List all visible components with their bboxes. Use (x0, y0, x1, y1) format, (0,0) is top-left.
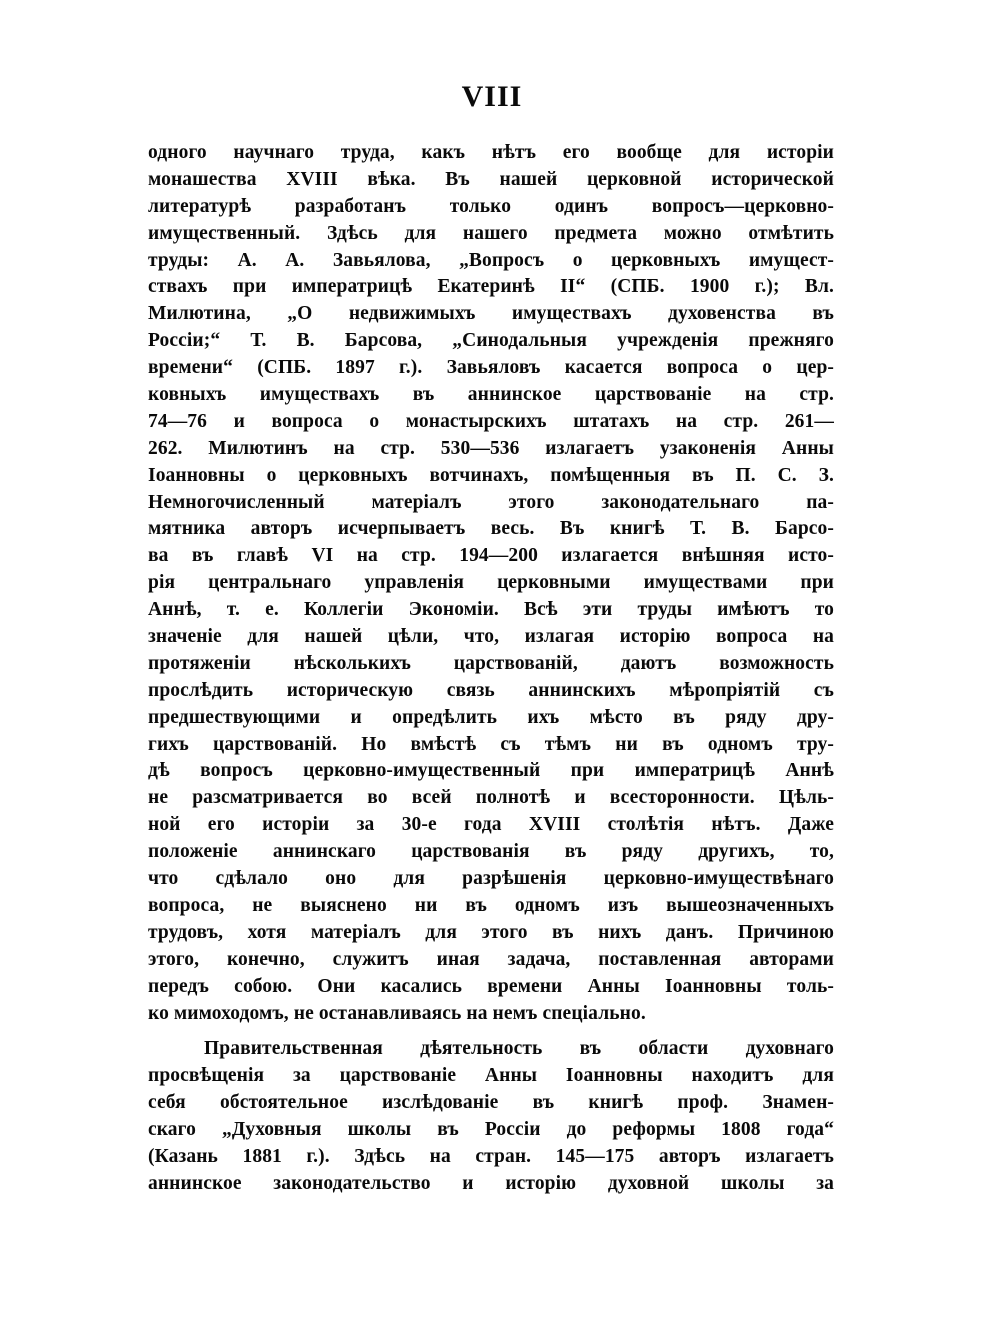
text-line: протяженіи нѣсколькихъ царствованій, даютъ возможность (148, 652, 834, 674)
text-line: аннинское законодательство и исторію духовной школы за (148, 1172, 834, 1194)
text-line: не разсматривается во всей полнотѣ и всесторонности. Цѣль- (148, 787, 834, 809)
paragraph-gap (148, 1027, 834, 1036)
text-line: мятника авторъ исчерпываетъ весь. Въ книгѣ Т. В. Барсо- (148, 518, 834, 540)
page-number: VIII (461, 80, 523, 113)
text-line: Правительственная дѣятельность въ области духовнаго (204, 1038, 834, 1060)
text-line: монашества XVIII вѣка. Въ нашей церковной исторической (148, 168, 834, 190)
text-line: скаго „Духовныя школы въ Россіи до реформы 1808 года“ (148, 1119, 834, 1141)
text-line: просвѣщенія за царствованіе Анны Іоанновны находитъ для (148, 1065, 834, 1087)
text-line: Аннѣ, т. е. Коллегіи Экономіи. Всѣ эти труды имѣютъ то (148, 599, 834, 621)
text-line: трудовъ, хотя матеріалъ для этого въ нихъ данъ. Причиною (148, 921, 834, 943)
paragraph (148, 140, 834, 1027)
text-line: ко мимоходомъ, не останавливаясь на немъ спеціально. (148, 1002, 646, 1024)
text-line: Милютина, „О недвижимыхъ имуществахъ духовенства въ (148, 303, 834, 325)
text-line: 74—76 и вопроса о монастырскихъ штатахъ на стр. 261— (148, 410, 834, 432)
text-line: значеніе для нашей цѣли, что, излагая исторію вопроса на (148, 626, 834, 648)
text-line: 262. Милютинъ на стр. 530—536 излагаетъ узаконенія Анны (148, 437, 834, 459)
text-line: ковныхъ имуществахъ въ аннинское царствованіе на стр. (148, 384, 834, 406)
text-line: этого, конечно, служитъ иная задача, поставленная авторами (148, 948, 834, 970)
text-line: себя обстоятельное изслѣдованіе въ книгѣ проф. Знамен- (148, 1092, 834, 1114)
text-line: дѣ вопросъ церковно-имущественный при императрицѣ Аннѣ (148, 760, 834, 782)
text-line: предшествующими и опредѣлить ихъ мѣсто въ ряду дру- (148, 706, 834, 728)
text-line: прослѣдить историческую связь аннинскихъ мѣропріятій съ (148, 679, 834, 701)
text-line: Немногочисленный матеріалъ этого законодательнаго па- (148, 491, 834, 513)
text-line: что сдѣлало оно для разрѣшенія церковно-имуществѣнаго (148, 868, 834, 890)
text-line: ва въ главѣ VI на стр. 194—200 излагается внѣшняя исто- (148, 545, 834, 567)
paragraph (148, 1036, 834, 1197)
text-line: ствахъ при императрицѣ Екатеринѣ II“ (СПБ. 1900 г.); Вл. (148, 276, 834, 298)
text-line: ной его исторіи за 30-е года XVIII столѣтія нѣтъ. Даже (148, 814, 834, 836)
text-line: гихъ царствованій. Но вмѣстѣ съ тѣмъ ни въ одномъ тру- (148, 733, 834, 755)
text-line: литературѣ разработанъ только одинъ вопросъ—церковно- (148, 195, 834, 217)
text-line: положеніе аннинскаго царствованія въ ряду другихъ, то, (148, 841, 834, 863)
text-line: (Казань 1881 г.). Здѣсь на стран. 145—175 авторъ излагаетъ (148, 1145, 834, 1167)
body-text (148, 140, 834, 1198)
text-line: вопроса, не выяснено ни въ одномъ изъ вышеозначенныхъ (148, 894, 834, 916)
text-line: одного научнаго труда, какъ нѣтъ его вообще для исторіи (148, 142, 834, 163)
text-line: рія центральнаго управленія церковными имуществами при (148, 572, 834, 594)
text-line: передъ собою. Они касались времени Анны Іоанновны толь- (148, 975, 834, 997)
text-line: имущественный. Здѣсь для нашего предмета можно отмѣтить (148, 222, 834, 244)
text-line: труды: А. А. Завьялова, „Вопросъ о церковныхъ имущест- (148, 249, 834, 271)
text-line: Іоанновны о церковныхъ вотчинахъ, помѣщенныя въ П. С. З. (148, 464, 834, 486)
text-line: времени“ (СПБ. 1897 г.). Завьяловъ касается вопроса о цер- (148, 357, 834, 379)
text-line: Россіи;“ Т. В. Барсова, „Синодальныя учрежденія прежняго (148, 330, 834, 352)
